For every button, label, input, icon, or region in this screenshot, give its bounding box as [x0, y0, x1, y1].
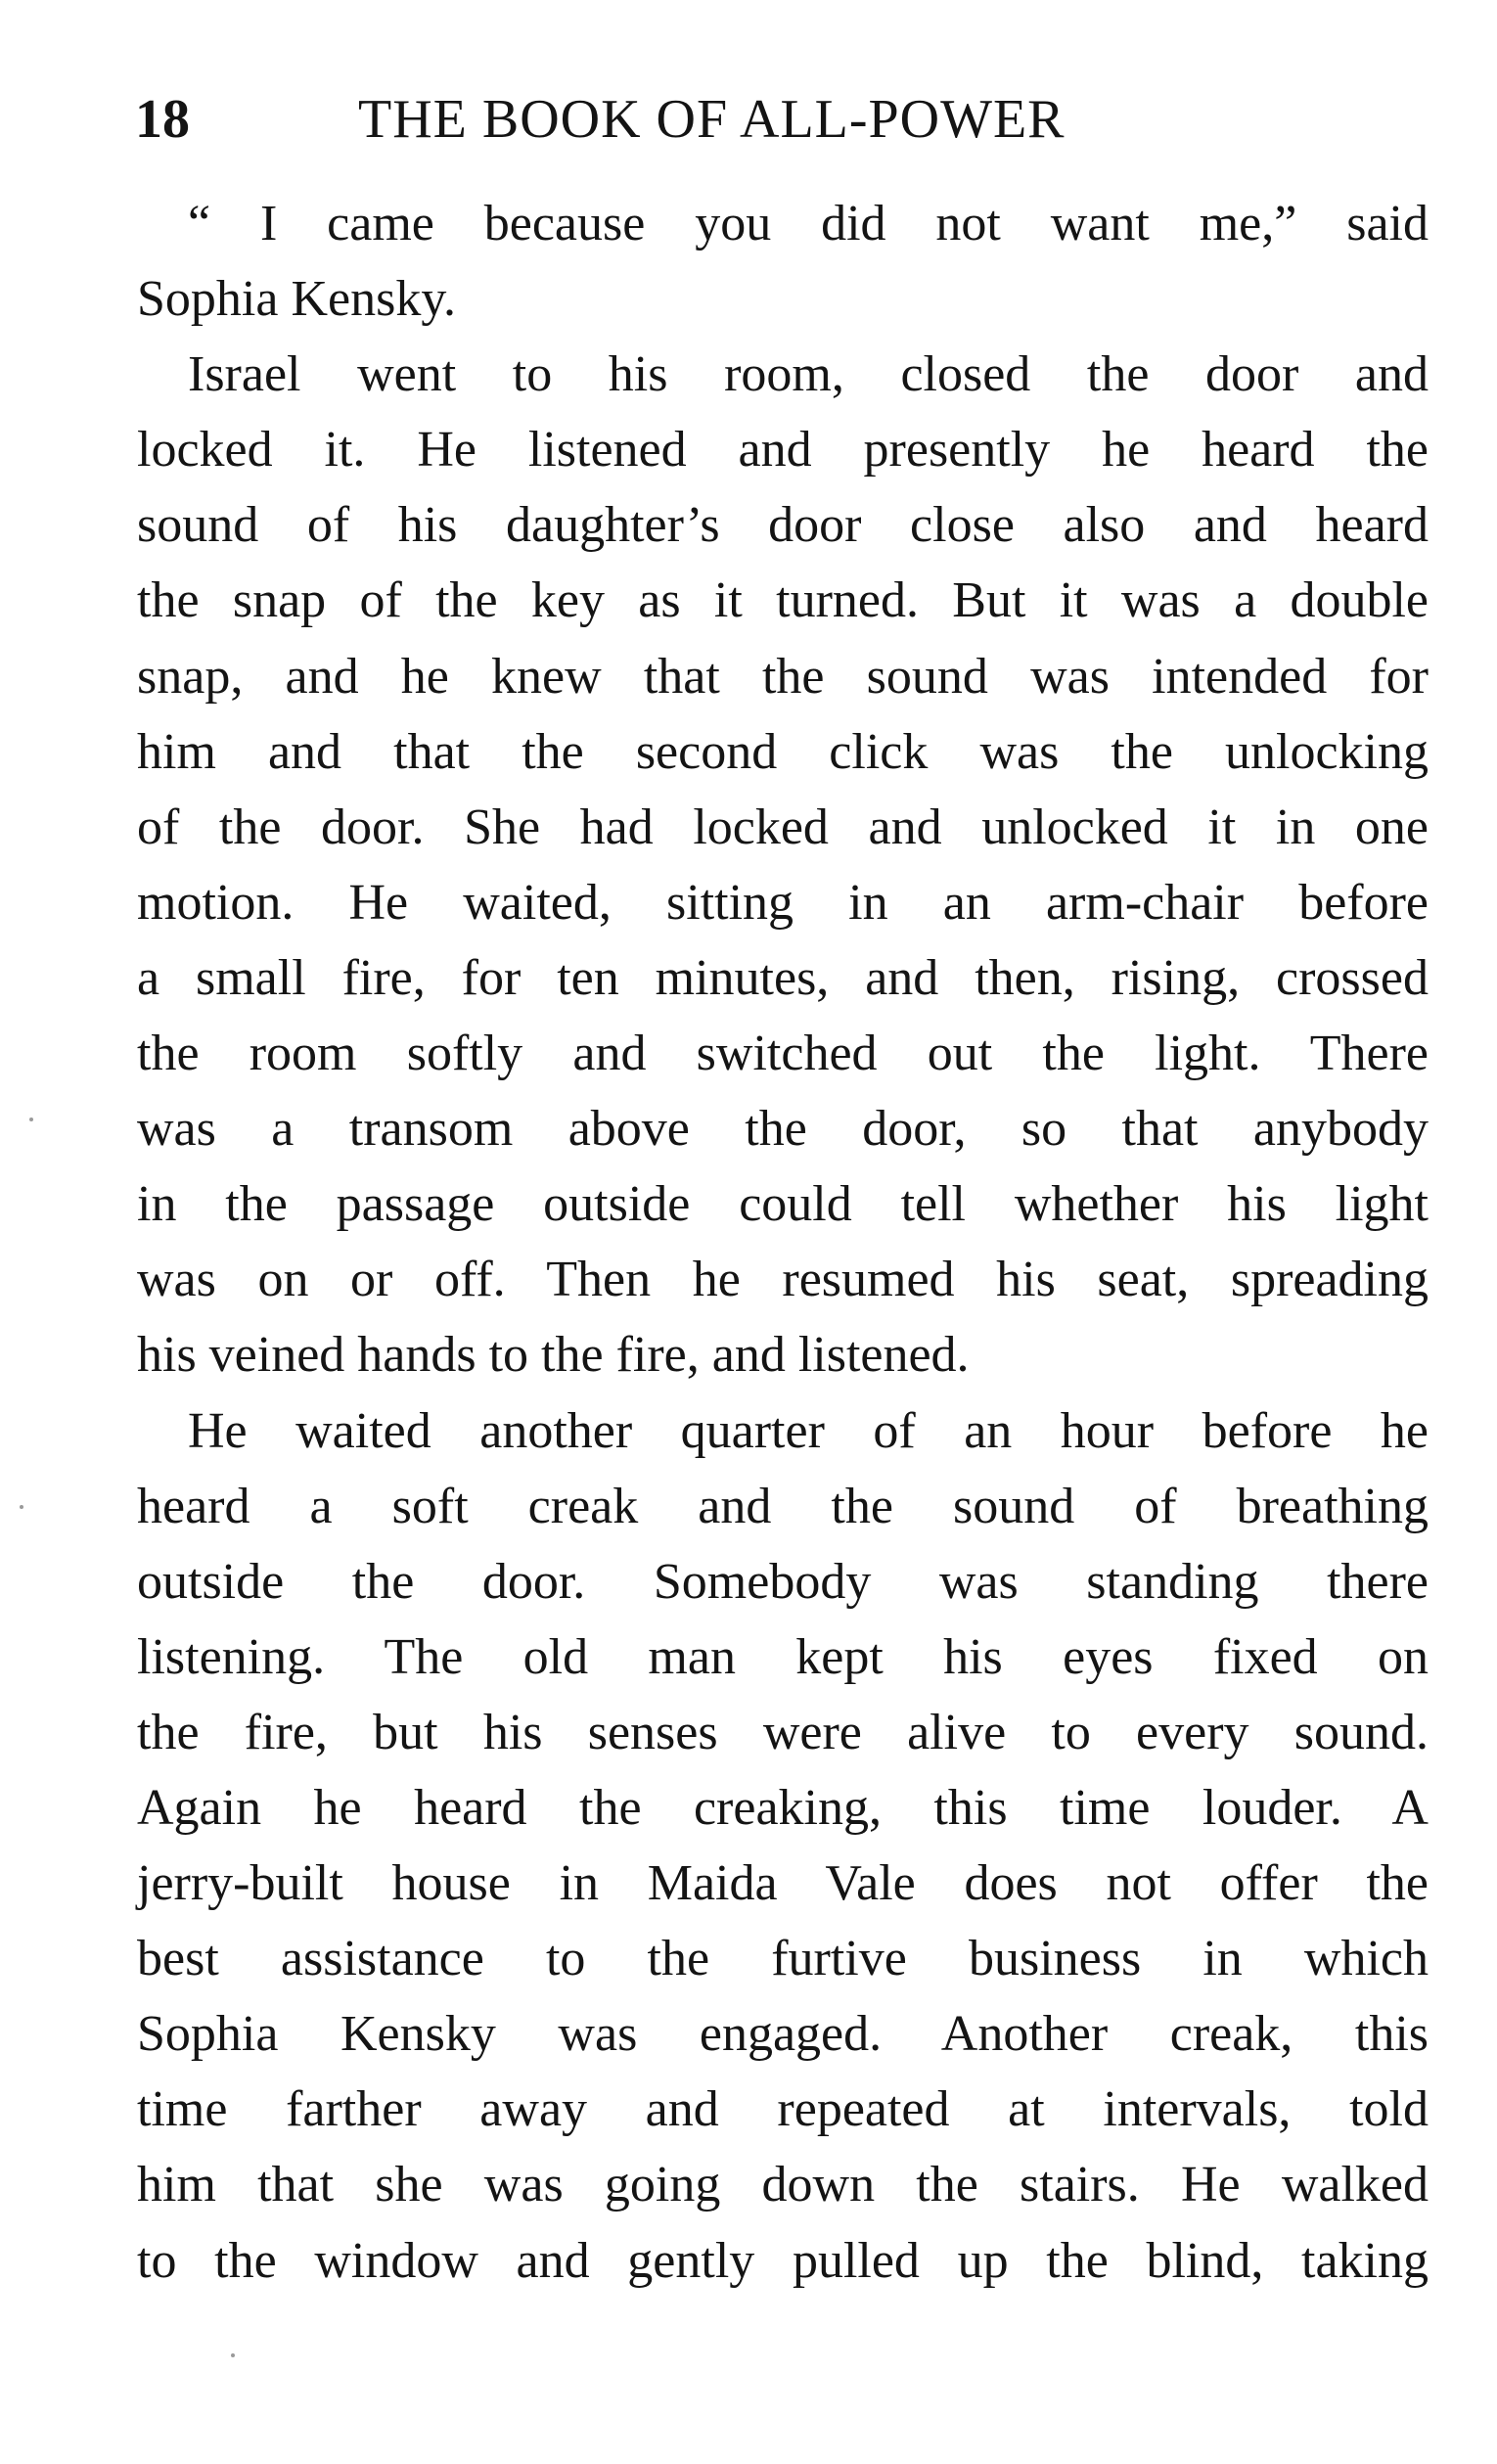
- text-line: a small fire, for ten minutes, and then, rising, crossed: [137, 949, 1429, 1006]
- text-line: heard a soft creak and the sound of breathing: [137, 1478, 1429, 1534]
- text-line: the room softly and switched out the light. There: [137, 1026, 1429, 1082]
- page-number: 18: [135, 89, 190, 150]
- text-line: the snap of the key as it turned. But it was a double: [137, 572, 1429, 629]
- text-line: him and that the second click was the unlocking: [137, 723, 1429, 780]
- paper-speck: [29, 1118, 33, 1121]
- text-line: jerry-built house in Maida Vale does not offer the: [137, 1855, 1429, 1912]
- text-line: in the passage outside could tell whether his light: [137, 1176, 1429, 1233]
- body-text: [137, 186, 1429, 2299]
- text-line: locked it. He listened and presently he heard the: [137, 422, 1429, 479]
- text-line: Sophia Kensky.: [137, 271, 456, 328]
- text-line: to the window and gently pulled up the blind, taking: [137, 2232, 1429, 2289]
- text-line: listening. The old man kept his eyes fixed on: [137, 1628, 1429, 1685]
- text-line: time farther away and repeated at intervals, told: [137, 2081, 1429, 2138]
- text-line: outside the door. Somebody was standing there: [137, 1553, 1429, 1610]
- text-line: the fire, but his senses were alive to every sound.: [137, 1704, 1429, 1760]
- text-line: was a transom above the door, so that anybody: [137, 1101, 1429, 1158]
- text-line: sound of his daughter’s door close also and heard: [137, 497, 1429, 554]
- text-line: of the door. She had locked and unlocked it in one: [137, 799, 1429, 855]
- text-line: motion. He waited, sitting in an arm-chair before: [137, 874, 1429, 931]
- text-line: him that she was going down the stairs. He walked: [137, 2157, 1429, 2213]
- text-line: Sophia Kensky was engaged. Another creak, this: [137, 2006, 1429, 2063]
- running-head: [135, 80, 1202, 159]
- paper-speck: [231, 2353, 235, 2357]
- text-line: “ I came because you did not want me,” said: [188, 196, 1429, 251]
- text-line: his veined hands to the fire, and listened.: [137, 1327, 970, 1384]
- paper-speck: [20, 1505, 23, 1509]
- text-line: was on or off. Then he resumed his seat, spreading: [137, 1252, 1429, 1308]
- text-line: Israel went to his room, closed the door and: [188, 346, 1429, 403]
- text-line: snap, and he knew that the sound was intended for: [137, 648, 1429, 705]
- text-line: best assistance to the furtive business in which: [137, 1931, 1429, 1987]
- text-line: He waited another quarter of an hour before he: [188, 1402, 1429, 1459]
- running-title: THE BOOK OF ALL-POWER: [358, 89, 1066, 150]
- text-line: Again he heard the creaking, this time louder. A: [137, 1779, 1429, 1836]
